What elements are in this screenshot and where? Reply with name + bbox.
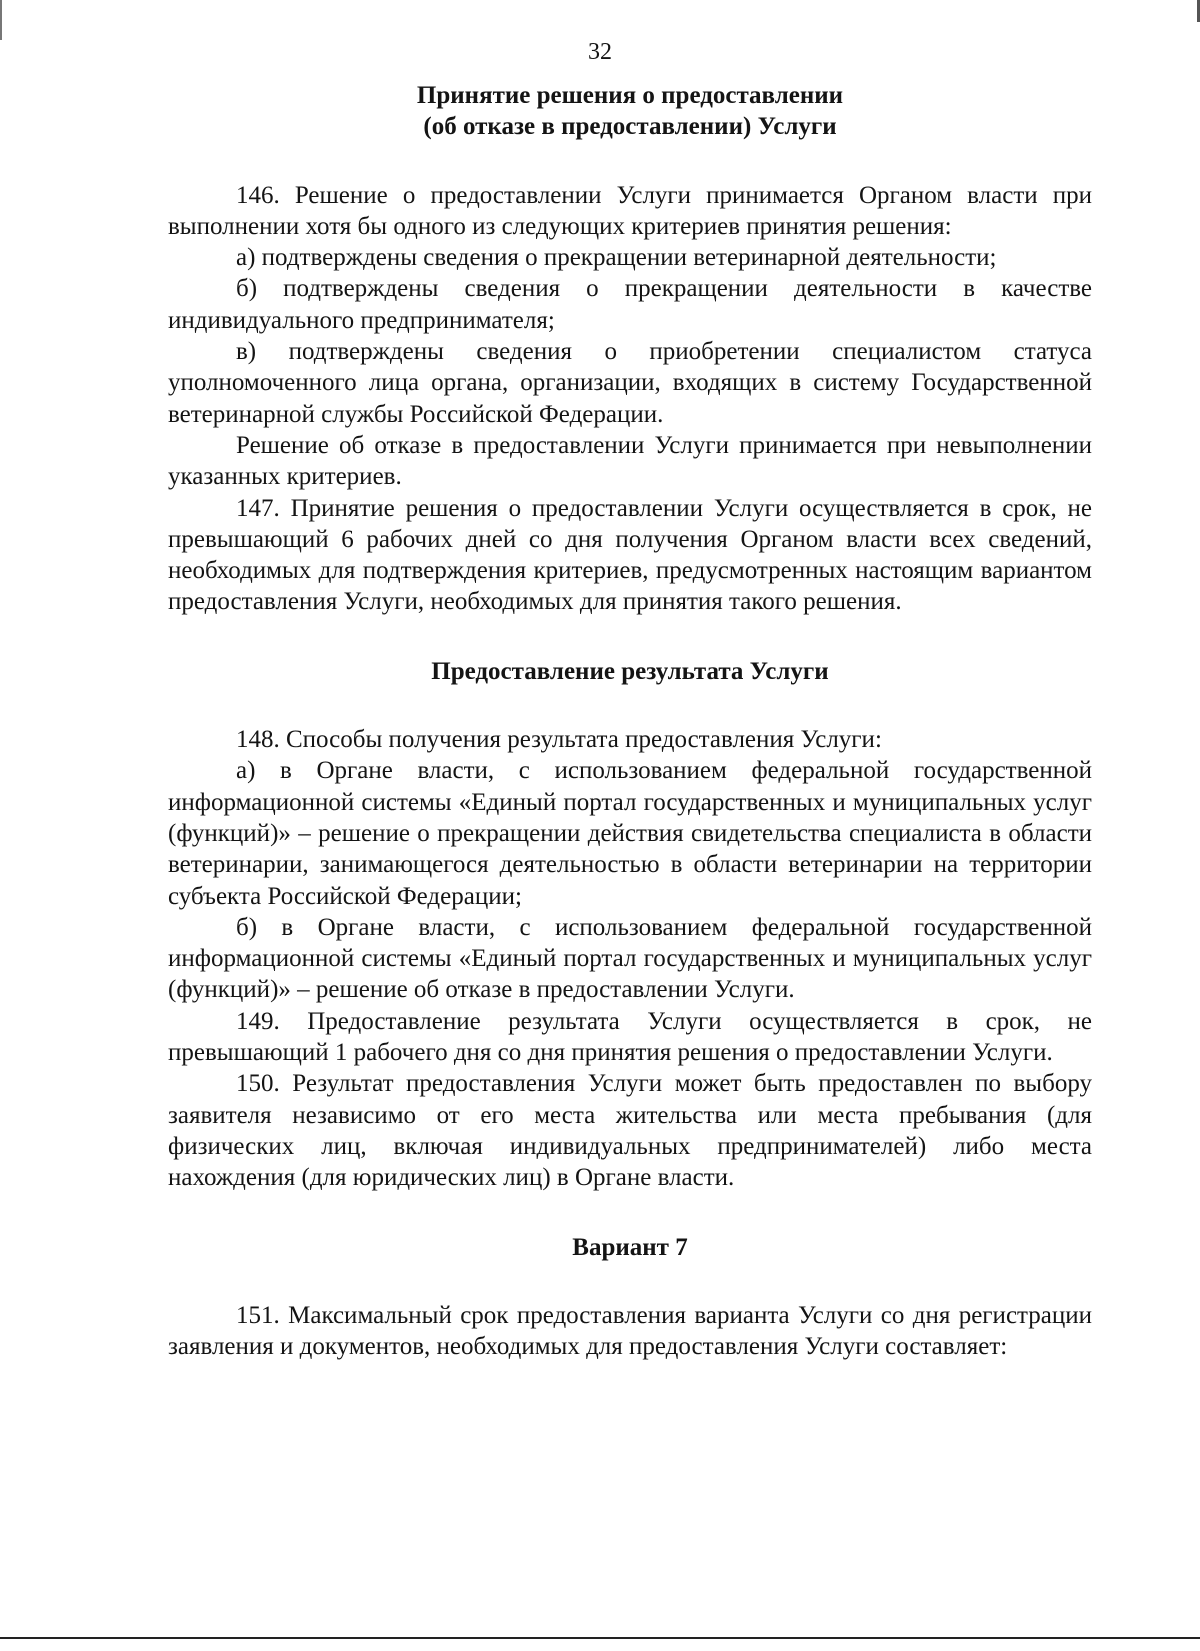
paragraph-149: 149. Предоставление результата Услуги осуществляется в срок, не превышающий 1 рабочего дня со дня принятия решения о предоставлении Услуги. <box>168 1007 1092 1067</box>
page-number: 32 <box>588 39 612 65</box>
paragraph-refusal: Решение об отказе в предоставлении Услуги принимается при невыполнении указанных критериев. <box>168 431 1092 491</box>
bottom-rule <box>0 1637 1200 1639</box>
list-item-b: б) подтверждены сведения о прекращении деятельности в качестве индивидуального предпринимателя; <box>168 275 1092 334</box>
list-item-v: в) подтверждены сведения о приобретении специалистом статуса уполномоченного лица органа, организации, входящих в систему Государственной ветеринарной службы Российской Федерации. <box>168 338 1092 428</box>
section-heading-line: (об отказе в предоставлении) Услуги <box>423 113 837 141</box>
paragraph-146: 146. Решение о предоставлении Услуги принимается Органом власти при выполнении хотя бы одного из следующих критериев принятия решения: <box>168 181 1092 240</box>
document-body <box>168 80 1092 1362</box>
list-item-a: а) подтверждены сведения о прекращении ветеринарной деятельности; <box>236 244 997 272</box>
scan-edge-left <box>0 0 2 40</box>
paragraph-147: 147. Принятие решения о предоставлении Услуги осуществляется в срок, не превышающий 6 рабочих дней со дня получения Органом власти всех сведений, необходимых для подтверждения критериев, предусмотренных настоящим вариантом предоставления Услуги, необходимых для принятия такого решения. <box>168 494 1092 616</box>
section-heading-decision <box>168 80 1092 143</box>
section-heading-line: Принятие решения о предоставлении <box>416 82 844 109</box>
paragraph-151: 151. Максимальный срок предоставления варианта Услуги со дня регистрации заявления и документов, необходимых для предоставления Услуги составляет: <box>168 1301 1092 1361</box>
section-heading-result: Предоставление результата Услуги <box>431 657 829 685</box>
list-item-a: а) в Органе власти, с использованием федеральной государственной информационной системы «Единый портал государственных и муниципальных услуг (функций)» – решение о прекращении действия свидетельства специалиста в области ветеринарии, занимающегося деятельностью в области ветеринарии на территории субъекта Российской Федерации; <box>168 757 1092 910</box>
section-heading-variant-7: Вариант 7 <box>572 1233 688 1261</box>
list-item-b: б) в Органе власти, с использованием федеральной государственной информационной системы «Единый портал государственных и муниципальных услуг (функций)» – решение об отказе в предоставлении Услуги. <box>168 913 1092 1004</box>
paragraph-148: 148. Способы получения результата предоставления Услуги: <box>236 726 882 754</box>
paragraph-150: 150. Результат предоставления Услуги может быть предоставлен по выбору заявителя независимо от его места жительства или места пребывания (для физических лиц, включая индивидуальных предпринимателей) либо места нахождения (для юридических лиц) в Органе власти. <box>168 1070 1092 1192</box>
